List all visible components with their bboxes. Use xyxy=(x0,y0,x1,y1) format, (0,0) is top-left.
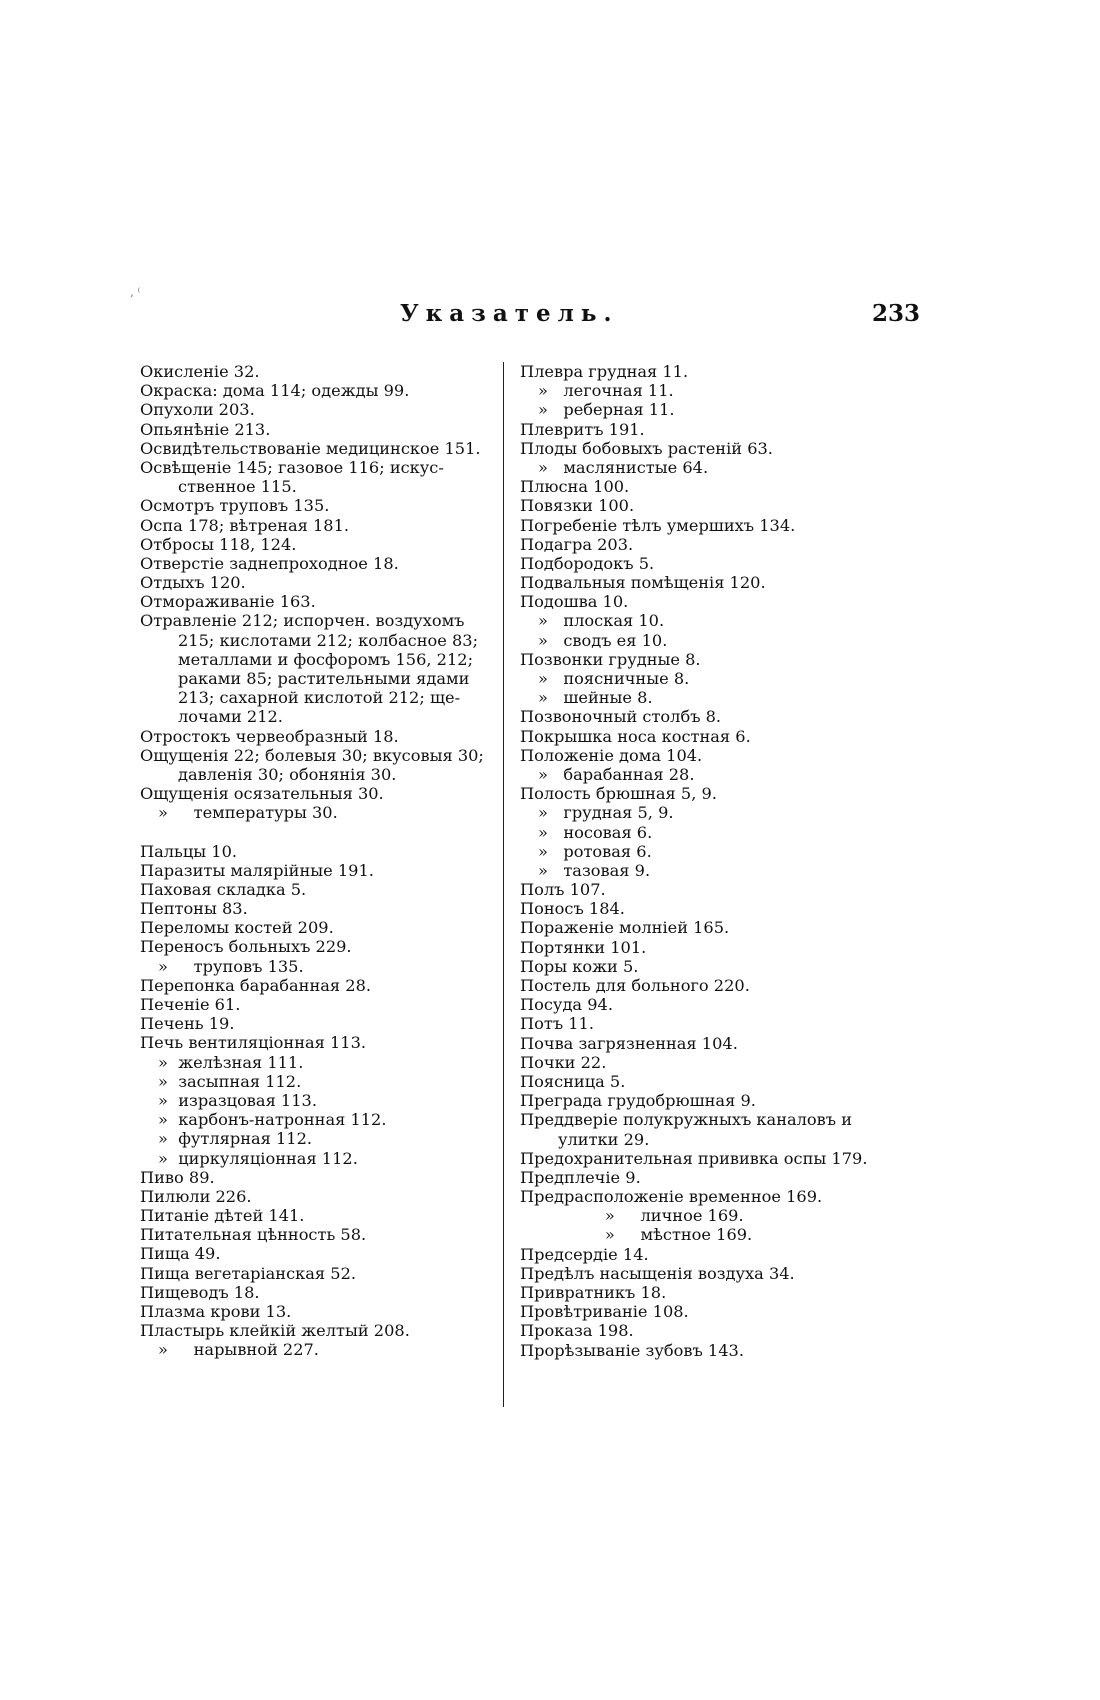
index-entry: Поясница 5. xyxy=(520,1071,626,1091)
index-subentry: » грудная 5, 9. xyxy=(538,803,674,823)
index-entry: Полъ 107. xyxy=(520,880,606,900)
index-entry: Ощущенія осязательныя 30. xyxy=(140,784,384,804)
index-entry: Повязки 100. xyxy=(520,496,635,516)
index-entry: Печень 19. xyxy=(140,1014,235,1034)
index-continuation: лочами 212. xyxy=(178,707,283,727)
index-entry: Отмораживаніе 163. xyxy=(140,592,316,612)
index-subentry: » труповъ 135. xyxy=(158,956,304,976)
index-entry: Полость брюшная 5, 9. xyxy=(520,784,717,804)
index-entry: Погребеніе тѣлъ умершихъ 134. xyxy=(520,515,796,535)
index-entry: Осмотръ труповъ 135. xyxy=(140,496,330,516)
index-entry: Плазма крови 13. xyxy=(140,1302,292,1321)
index-entry: Подошва 10. xyxy=(520,592,629,612)
index-entry: Предплечіе 9. xyxy=(520,1167,641,1187)
index-entry: Провѣтриваніе 108. xyxy=(520,1302,689,1322)
index-entry: Подагра 203. xyxy=(520,534,634,554)
index-entry: Пищеводъ 18. xyxy=(140,1282,260,1302)
index-entry: Покрышка носа костная 6. xyxy=(520,726,751,746)
index-subentry: » циркуляціонная 112. xyxy=(158,1148,358,1168)
index-subentry: » носовая 6. xyxy=(538,822,653,842)
index-entry: Предохранительная прививка оспы 179. xyxy=(520,1148,868,1168)
index-entry: Питательная цѣнность 58. xyxy=(140,1225,367,1245)
column-divider xyxy=(503,362,504,1407)
index-entry: Пища вегетаріанская 52. xyxy=(140,1263,357,1283)
index-entry: Прорѣзываніе зубовъ 143. xyxy=(520,1340,744,1360)
index-entry: Печь вентиляціонная 113. xyxy=(140,1033,367,1053)
index-entry: Позвоночный столбъ 8. xyxy=(520,707,722,727)
index-entry: Освидѣтельствованіе медицинское 151. xyxy=(140,438,481,458)
index-entry: Предсердіе 14. xyxy=(520,1244,649,1264)
index-entry: Потъ 11. xyxy=(520,1014,595,1034)
index-entry: Подвальныя помѣщенія 120. xyxy=(520,573,766,593)
index-entry: Позвонки грудные 8. xyxy=(520,649,701,669)
index-entry: Окраска: дома 114; одежды 99. xyxy=(140,381,410,401)
index-entry: Отдыхъ 120. xyxy=(140,573,246,593)
index-entry: Пораженіе молніей 165. xyxy=(520,918,730,938)
index-entry: Почки 22. xyxy=(520,1052,607,1072)
index-subentry: » реберная 11. xyxy=(538,400,675,420)
index-entry: Оспа 178; вѣтреная 181. xyxy=(140,515,350,535)
index-subentry: » футлярная 112. xyxy=(158,1129,313,1149)
index-subentry: » шейные 8. xyxy=(538,688,653,708)
index-entry: Поры кожи 5. xyxy=(520,956,639,976)
index-subentry: » изразцовая 113. xyxy=(158,1090,317,1110)
index-continuation: металлами и фосфоромъ 156, 212; xyxy=(178,649,474,669)
index-entry: Печеніе 61. xyxy=(140,995,241,1014)
index-continuation: 215; кислотами 212; колбасное 83; xyxy=(178,630,479,650)
index-entry: Паховая складка 5. xyxy=(140,879,307,899)
index-entry: Портянки 101. xyxy=(520,937,647,957)
index-entry: Опухоли 203. xyxy=(140,400,255,420)
index-entry: Привратникъ 18. xyxy=(520,1283,667,1302)
index-entry: Плюсна 100. xyxy=(520,477,630,497)
index-subentry: » плоская 10. xyxy=(538,611,665,631)
index-entry: Поносъ 184. xyxy=(520,899,625,919)
index-entry: Пластырь клейкій желтый 208. xyxy=(140,1321,410,1341)
index-entry: Перепонка барабанная 28. xyxy=(140,975,372,995)
index-subentry: » сводъ ея 10. xyxy=(538,630,668,650)
index-subentry: » карбонъ-натронная 112. xyxy=(158,1110,387,1130)
index-entry: Отростокъ червеобразный 18. xyxy=(140,726,399,746)
index-continuation: раками 85; растительными ядами xyxy=(178,669,470,688)
index-entry: Отверстіе заднепроходное 18. xyxy=(140,553,399,573)
index-subentry: » личное 169. xyxy=(538,1206,744,1226)
index-subentry: » тазовая 9. xyxy=(538,860,651,880)
index-entry: Паразиты малярійные 191. xyxy=(140,860,374,880)
index-entry: Преддверіе полукружныхъ каналовъ и xyxy=(520,1110,853,1130)
page-header xyxy=(140,300,940,340)
index-entry: Предрасположеніе временное 169. xyxy=(520,1187,823,1207)
index-subentry: » желѣзная 111. xyxy=(158,1052,304,1072)
index-entry: Пептоны 83. xyxy=(140,899,248,919)
index-subentry: » маслянистые 64. xyxy=(538,457,709,477)
index-subentry: » засыпная 112. xyxy=(158,1071,302,1091)
index-entry: Плевритъ 191. xyxy=(520,419,645,439)
index-entry: Питаніе дѣтей 141. xyxy=(140,1206,305,1226)
index-continuation: ственное 115. xyxy=(178,477,297,497)
index-column-right xyxy=(520,362,890,1360)
index-entry: Переносъ больныхъ 229. xyxy=(140,937,352,957)
index-entry: Плевра грудная 11. xyxy=(520,362,689,381)
index-entry: Опьянѣніе 213. xyxy=(140,419,271,439)
stray-mark: ‚ ⁽ xyxy=(130,285,141,299)
index-entry: Предѣлъ насыщенія воздуха 34. xyxy=(520,1263,795,1283)
index-subentry: » мѣстное 169. xyxy=(538,1225,753,1245)
index-column-left xyxy=(140,362,495,1360)
index-entry: Почва загрязненная 104. xyxy=(520,1033,738,1053)
index-subentry: » поясничные 8. xyxy=(538,669,690,688)
header-title: Указатель. xyxy=(400,300,619,327)
index-entry: Пилюли 226. xyxy=(140,1186,252,1206)
index-continuation: давленія 30; обонянія 30. xyxy=(178,764,397,784)
index-entry: Посуда 94. xyxy=(520,995,613,1015)
index-entry: Плоды бобовыхъ растеній 63. xyxy=(520,438,773,458)
index-entry: Отравленіе 212; испорчен. воздухомъ xyxy=(140,611,465,631)
index-entry: Пища 49. xyxy=(140,1244,221,1264)
index-subentry: » ротовая 6. xyxy=(538,841,652,861)
index-entry: Ощущенія 22; болевыя 30; вкусовыя 30; xyxy=(140,745,484,765)
index-entry: Подбородокъ 5. xyxy=(520,553,655,573)
page-number: 233 xyxy=(871,300,920,327)
index-subentry: » барабанная 28. xyxy=(538,764,695,784)
index-gap xyxy=(140,823,495,842)
index-continuation: улитки 29. xyxy=(558,1129,650,1149)
index-subentry: » легочная 11. xyxy=(538,381,674,401)
index-entry: Проказа 198. xyxy=(520,1321,634,1341)
index-entry: Положеніе дома 104. xyxy=(520,745,703,765)
index-subentry: » нарывной 227. xyxy=(158,1340,319,1360)
index-continuation: 213; сахарной кислотой 212; ще- xyxy=(178,688,461,708)
index-subentry: » температуры 30. xyxy=(158,803,338,823)
index-entry: Пальцы 10. xyxy=(140,841,238,861)
index-entry: Преграда грудобрюшная 9. xyxy=(520,1091,756,1111)
index-entry: Освѣщеніе 145; газовое 116; искус- xyxy=(140,457,444,477)
index-entry: Пиво 89. xyxy=(140,1167,215,1187)
index-entry: Окисленіе 32. xyxy=(140,362,260,381)
index-entry: Переломы костей 209. xyxy=(140,918,334,938)
index-entry: Отбросы 118, 124. xyxy=(140,534,297,554)
index-entry: Постель для больного 220. xyxy=(520,976,750,995)
